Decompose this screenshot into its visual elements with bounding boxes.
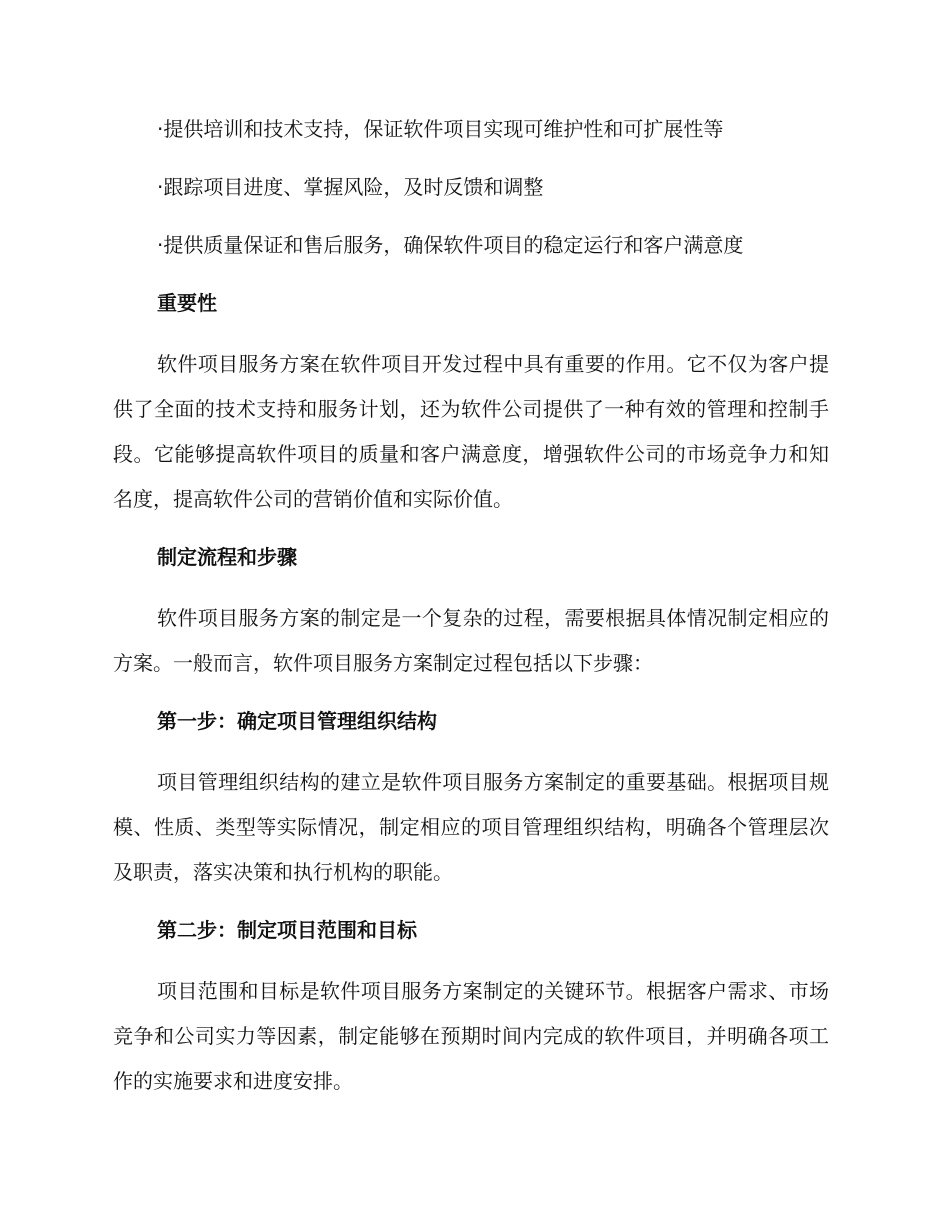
bullet-item-training: ·提供培训和技术支持，保证软件项目实现可维护性和可扩展性等 — [157, 117, 724, 141]
section-paragraph-process: 软件项目服务方案的制定是一个复杂的过程，需要根据具体情况制定相应的方案。一般而言，软件项目服务方案制定过程包括以下步骤： — [113, 606, 829, 675]
document-page — [113, 110, 833, 1120]
bullet-item-progress: ·跟踪项目进度、掌握风险，及时反馈和调整 — [157, 175, 544, 199]
section-paragraph-step-two: 项目范围和目标是软件项目服务方案制定的关键环节。根据客户需求、市场竞争和公司实力等因素，制定能够在预期时间内完成的软件项目，并明确各项工作的实施要求和进度安排。 — [113, 979, 829, 1093]
section-heading-process: 制定流程和步骤 — [157, 545, 297, 569]
section-paragraph-importance: 软件项目服务方案在软件项目开发过程中具有重要的作用。它不仅为客户提供了全面的技术支持和服务计划，还为软件公司提供了一种有效的管理和控制手段。它能够提高软件项目的质量和客户满意度，增强软件公司的市场竞争力和知名度，提高软件公司的营销价值和实际价值。 — [113, 352, 829, 511]
section-heading-step-one: 第一步：确定项目管理组织结构 — [157, 709, 437, 733]
bullet-item-quality: ·提供质量保证和售后服务，确保软件项目的稳定运行和客户满意度 — [157, 233, 744, 257]
section-heading-importance: 重要性 — [157, 291, 217, 315]
section-paragraph-step-one: 项目管理组织结构的建立是软件项目服务方案制定的重要基础。根据项目规模、性质、类型等实际情况，制定相应的项目管理组织结构，明确各个管理层次及职责，落实决策和执行机构的职能。 — [113, 770, 829, 884]
section-heading-step-two: 第二步：制定项目范围和目标 — [157, 918, 417, 942]
